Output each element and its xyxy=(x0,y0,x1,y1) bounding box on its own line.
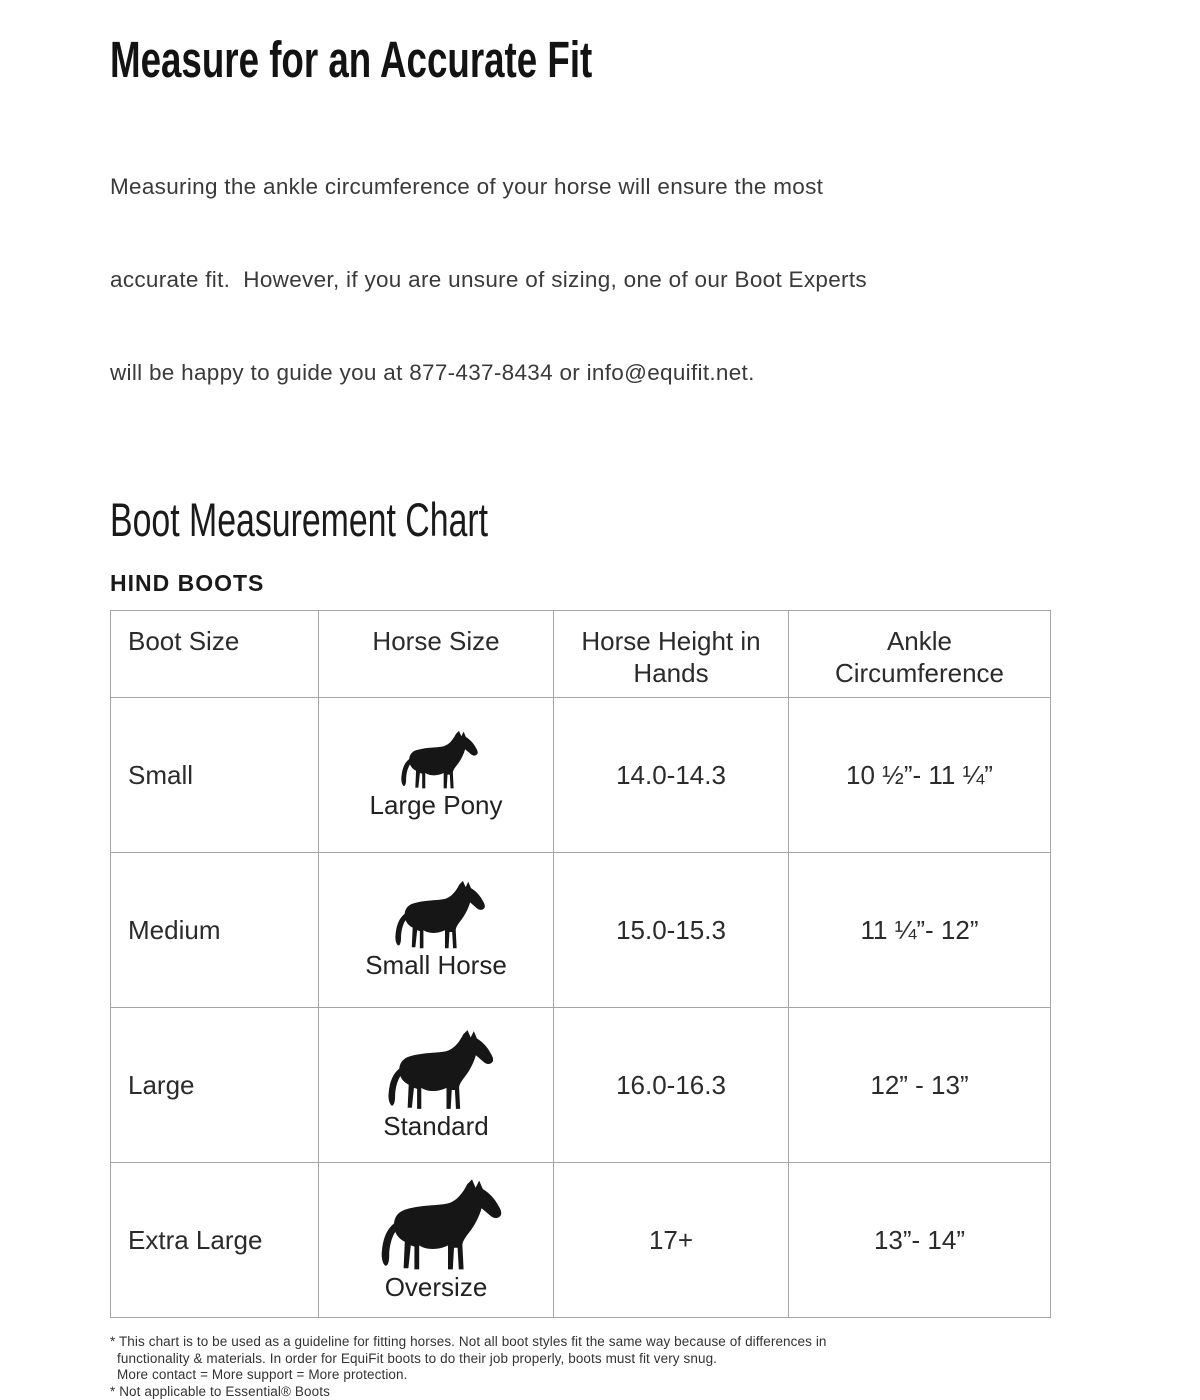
horse-size-label: Small Horse xyxy=(365,951,507,981)
col-header-boot-size xyxy=(111,611,319,698)
footnote-line: * This chart is to be used as a guideline for fitting horses. Not all boot styles fit the same way because of differences in xyxy=(110,1334,1090,1351)
horse-silhouette-icon xyxy=(373,1029,499,1111)
section-label-hind-boots: HIND BOOTS xyxy=(110,570,1090,597)
horse-size-label: Oversize xyxy=(385,1273,488,1303)
horse-silhouette-icon xyxy=(382,880,490,950)
horse-height-cell: 15.0-15.3 xyxy=(554,853,789,1008)
boot-size-cell: Small xyxy=(111,698,319,853)
horse-size-figure xyxy=(319,880,553,981)
chart-heading xyxy=(110,496,1090,543)
horse-size-cell xyxy=(319,698,554,853)
col-header-label: Ankle Circumference xyxy=(815,625,1025,689)
col-header-label: Horse Height in Hands xyxy=(581,625,761,689)
horse-size-cell xyxy=(319,1008,554,1163)
horse-size-cell xyxy=(319,853,554,1008)
footnotes xyxy=(110,1334,1090,1400)
ankle-circumference-cell: 11 ¼”- 12” xyxy=(789,853,1051,1008)
horse-silhouette-icon xyxy=(390,730,482,790)
table-row xyxy=(111,853,1051,1008)
horse-size-cell xyxy=(319,1163,554,1318)
ankle-circumference-cell: 12” - 13” xyxy=(789,1008,1051,1163)
col-header-ankle-circumference xyxy=(789,611,1051,698)
ankle-circumference-cell: 13”- 14” xyxy=(789,1163,1051,1318)
col-header-horse-height xyxy=(554,611,789,698)
intro-line: will be happy to guide you at 877-437-8434 or info@equifit.net. xyxy=(110,357,1090,388)
table-row xyxy=(111,698,1051,853)
ankle-circumference-cell: 10 ½”- 11 ¼” xyxy=(789,698,1051,853)
table-row xyxy=(111,1163,1051,1318)
horse-size-figure xyxy=(319,1178,553,1303)
intro-line: accurate fit. However, if you are unsure of sizing, one of our Boot Experts xyxy=(110,264,1090,295)
intro-paragraph xyxy=(110,109,1090,450)
footnote-line: More contact = More support = More protection. xyxy=(110,1367,1090,1384)
horse-height-cell: 17+ xyxy=(554,1163,789,1318)
col-header-horse-size xyxy=(319,611,554,698)
horse-size-label: Standard xyxy=(383,1112,489,1142)
intro-line: Measuring the ankle circumference of your horse will ensure the most xyxy=(110,171,1090,202)
footnote-line: functionality & materials. In order for EquiFit boots to do their job properly, boots must fit very snug. xyxy=(110,1351,1090,1368)
boot-size-cell: Medium xyxy=(111,853,319,1008)
boot-size-cell: Extra Large xyxy=(111,1163,319,1318)
footnote-line: * Not applicable to Essential® Boots xyxy=(110,1384,1090,1400)
horse-size-figure xyxy=(319,730,553,821)
col-header-label: Boot Size xyxy=(128,625,239,657)
boot-measurement-table xyxy=(110,610,1051,1318)
horse-height-cell: 14.0-14.3 xyxy=(554,698,789,853)
horse-height-cell: 16.0-16.3 xyxy=(554,1008,789,1163)
header-row xyxy=(111,611,1051,698)
col-header-label: Horse Size xyxy=(372,625,499,657)
table-row xyxy=(111,1008,1051,1163)
chart-heading-text: Boot Measurement Chart xyxy=(110,496,488,543)
horse-size-label: Large Pony xyxy=(370,791,503,821)
horse-size-figure xyxy=(319,1029,553,1142)
page-title-text: Measure for an Accurate Fit xyxy=(110,34,592,85)
horse-silhouette-icon xyxy=(364,1178,508,1272)
page-title xyxy=(110,34,1090,85)
boot-size-cell: Large xyxy=(111,1008,319,1163)
